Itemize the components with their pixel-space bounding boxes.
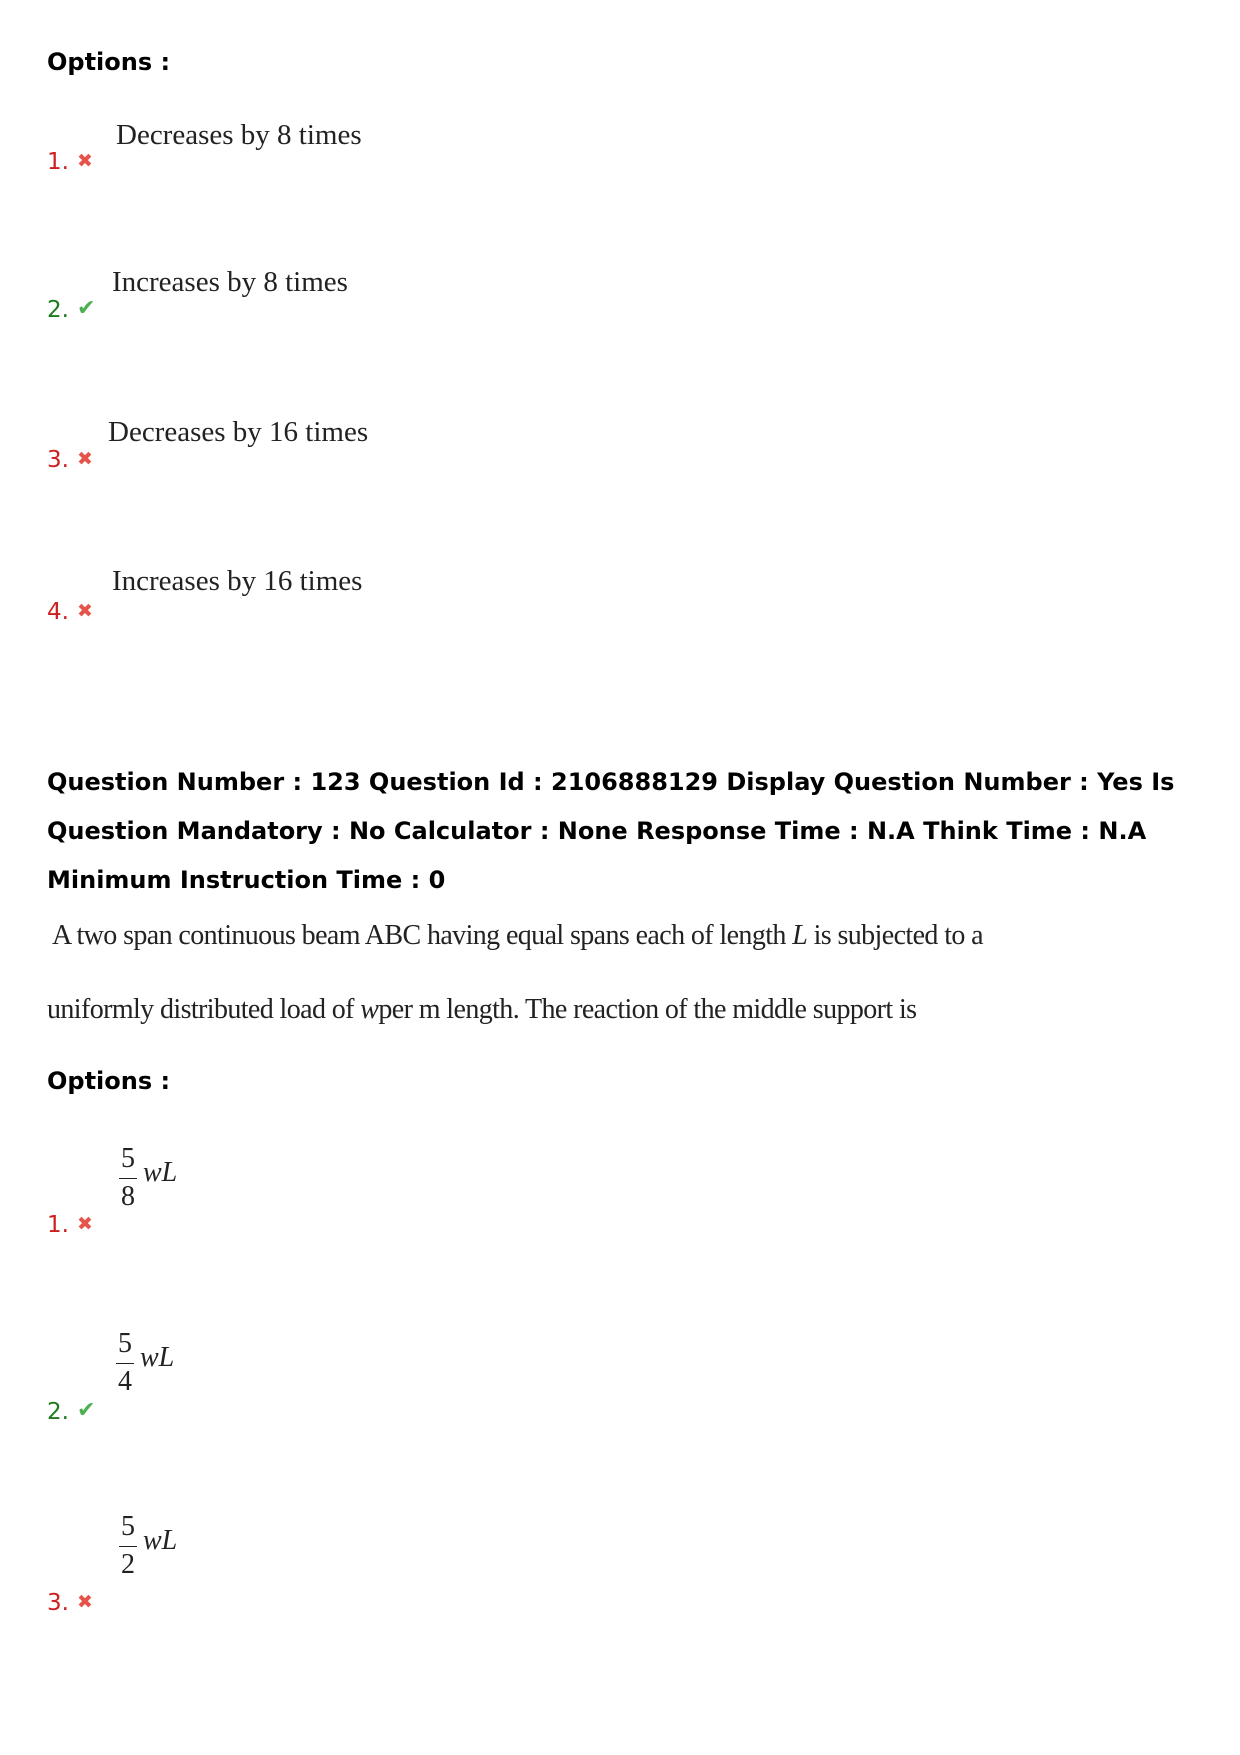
question-metadata: Question Number : 123 Question Id : 2106888129 Display Question Number : Yes Is Question Mandatory : No Calculator : None Response Time : N.A Think Time : N.A Minimum Instruction Time : 0 — [47, 768, 1175, 894]
option-number: 3. — [47, 1590, 69, 1616]
fraction-denominator: 2 — [121, 1549, 135, 1580]
fraction-denominator: 4 — [118, 1366, 132, 1397]
option-4[interactable] — [47, 596, 93, 627]
options-label: Options : — [47, 48, 171, 76]
check-icon: ✔ — [76, 1398, 96, 1423]
option-3[interactable] — [47, 1587, 93, 1618]
question-text-segment: A two span continuous beam ABC having equal spans each of length — [52, 920, 793, 951]
question-text-segment: per m length. The reaction of the middle support is — [378, 994, 917, 1025]
question-text-segment: is subjected to a — [807, 920, 984, 951]
option-text: Increases by 8 times — [112, 266, 348, 298]
question-text-line-1 — [52, 920, 983, 952]
cross-icon: ✖ — [76, 600, 93, 622]
cross-icon: ✖ — [76, 150, 93, 172]
fraction-numerator: 5 — [121, 1511, 135, 1542]
question-text-segment: uniformly distributed load of — [47, 994, 361, 1025]
formula-variable: wL — [140, 1342, 175, 1373]
option-1[interactable] — [47, 146, 93, 177]
variable-L: L — [792, 920, 808, 951]
option-number: 2. — [47, 297, 69, 323]
cross-icon: ✖ — [76, 1213, 93, 1235]
option-text: Decreases by 16 times — [108, 416, 369, 448]
option-2[interactable] — [47, 1396, 95, 1427]
option-3[interactable] — [47, 444, 93, 475]
formula-variable: wL — [143, 1157, 178, 1188]
option-2[interactable] — [47, 294, 95, 325]
fraction-numerator: 5 — [121, 1143, 135, 1174]
fraction-denominator: 8 — [121, 1181, 135, 1212]
check-icon: ✔ — [76, 296, 96, 321]
variable-w: w — [360, 994, 379, 1025]
fraction-bar — [119, 1178, 137, 1179]
options-label: Options : — [47, 1067, 171, 1095]
option-text: Decreases by 8 times — [116, 119, 362, 151]
formula-variable: wL — [143, 1525, 178, 1556]
option-1[interactable] — [47, 1209, 93, 1240]
option-number: 2. — [47, 1399, 69, 1425]
option-number: 3. — [47, 447, 69, 473]
question-text-line-2 — [47, 994, 916, 1026]
fraction-bar — [116, 1363, 134, 1364]
fraction-bar — [119, 1546, 137, 1547]
option-number: 4. — [47, 599, 69, 625]
option-text: Increases by 16 times — [112, 565, 363, 597]
fraction-numerator: 5 — [118, 1328, 132, 1359]
cross-icon: ✖ — [76, 1591, 93, 1613]
option-number: 1. — [47, 149, 69, 175]
option-number: 1. — [47, 1212, 69, 1238]
cross-icon: ✖ — [76, 448, 93, 470]
